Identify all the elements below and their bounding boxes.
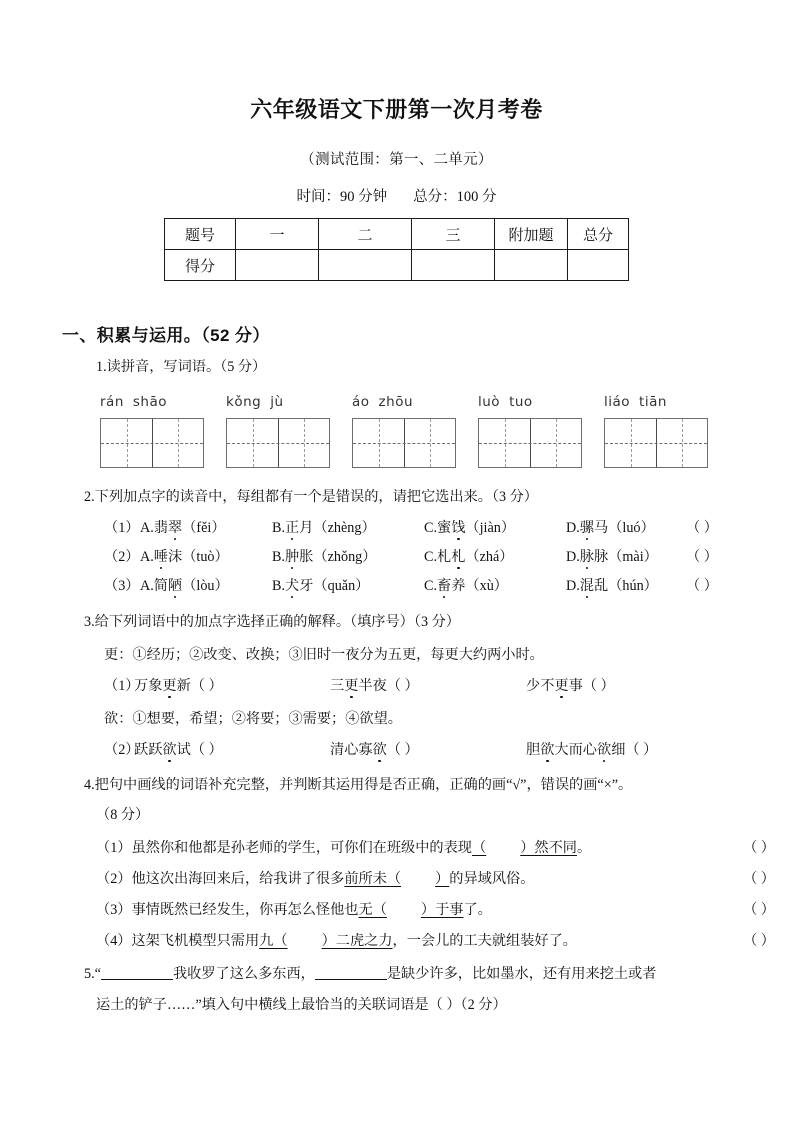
dotted-char: 脉 [580,546,594,566]
option-letter: C. [424,549,438,566]
option-d[interactable] [566,517,686,537]
pinyin-group-4 [478,394,604,410]
idiom-pre: 万象 [134,678,163,695]
tianzige-group-4[interactable] [478,418,604,468]
sentence-body [96,930,713,950]
option-pre: 蜜 [437,520,452,537]
idiom-pre: 胆 [526,742,541,759]
score-table-header-2: 二 [319,219,412,250]
dotted-char: 骡 [580,517,594,537]
dotted-char: 犬 [285,575,299,595]
pinyin-syllable: jù [270,394,284,411]
judgement-blank[interactable]: （ ） [743,840,775,857]
blank-paren-open: 无（ [358,902,387,919]
page-title: 六年级语文下册第一次月考卷 [250,97,543,122]
idiom-post: 半夜（ ） [358,678,419,695]
answer-blank[interactable]: （ ） [686,549,718,566]
row-lead: （1） [104,678,140,695]
dotted-char: 札 [451,546,465,566]
sentence-pre: 这架飞机模型只需用 [131,933,260,950]
pinyin-syllable: rán [100,394,124,411]
option-post: （jiàn） [465,520,516,537]
pinyin-syllable: kǒng [226,394,262,411]
dotted-char: 欲 [162,739,176,759]
score-table-header-label: 题号 [165,219,236,250]
tianzige-cell[interactable] [101,419,152,467]
dotted-char: 欲 [540,739,554,759]
item-lead: （2） [96,871,132,888]
question-1-answer-grids [0,410,793,468]
pinyin-syllable: tiān [639,394,667,411]
item-lead: （4） [96,933,132,950]
tianzige-cell[interactable] [530,419,581,467]
option-d[interactable] [566,575,686,595]
sentence-post: 。 [576,840,592,857]
option-row-lead: （1） [104,520,140,537]
underlined-phrase[interactable] [359,902,464,918]
pinyin-group-3 [352,394,478,410]
option-post: （zhá） [465,549,514,566]
blank-paren-open: 前所未（ [344,871,402,888]
option-pre: 简 [153,578,168,595]
tianzige-cell[interactable] [227,419,278,467]
blank-paren-close: ）然不同 [520,840,577,857]
question-3-stem: 3.给下列词语中的加点字选择正确的解释。（填序号）（3 分） [84,614,460,631]
option-post: 脉（mài） [594,549,658,566]
judgement-blank[interactable]: （ ） [743,871,775,888]
exam-time-label: 时间：90 分钟 [296,189,388,206]
dotted-char: 欲 [597,739,611,759]
option-letter: B. [272,578,286,595]
question-4-item-4 [0,919,793,950]
sentence-post: 的异域风俗。 [449,871,535,888]
pinyin-syllable: shāo [132,394,168,411]
underlined-phrase[interactable] [472,840,577,856]
option-post: 马（luó） [594,520,655,537]
question-5-part-1: 我收罗了这么多东西， [172,966,315,983]
question-2-stem: 2.下列加点字的读音中，每组都有一个是错误的，请把它选出来。（3 分） [84,489,538,506]
idiom-post: 试（ ） [176,742,223,759]
question-4-item-3 [0,888,793,919]
option-letter: C. [424,520,438,537]
option-post: 沫（tuò） [168,549,229,566]
option-row-lead: （3） [104,578,140,595]
dotted-char: 畜 [437,575,451,595]
idiom-post: 细（ ） [611,742,658,759]
pinyin-syllable: luò [478,394,501,411]
tianzige-box[interactable] [352,418,456,468]
sentence-post: ，一会儿的工夫就组装好了。 [392,933,577,950]
question-1-pinyin-row [0,378,793,410]
blank-paren-close: ） [435,871,450,888]
option-c[interactable] [424,517,566,537]
option-letter: D. [566,549,580,566]
question-3-row-2 [0,730,793,759]
sentence-pre: 虽然你和他都是孙老师的学生，可你们在班级中的表现 [131,840,472,857]
exam-total-label: 总分：100 分 [413,189,497,206]
option-post: 养（xù） [451,578,508,595]
idiom-post: （ ） [386,742,419,759]
question-4-item-1 [0,826,793,857]
blank-paren-open: （ [472,840,487,857]
idiom-item[interactable] [330,675,526,695]
sentence-body [96,868,713,888]
dotted-char: 混 [580,575,594,595]
dotted-char: 唾 [154,546,168,566]
score-table [164,218,629,281]
sentence-pre: 他这次出海回来后，给我讲了很多 [131,871,345,888]
tianzige-box[interactable] [604,418,708,468]
score-cell-extra[interactable] [495,250,568,281]
question-3-row-1 [0,666,793,695]
tianzige-group-3[interactable] [352,418,478,468]
question-4-stem: 4.把句中画线的词语补充完整，并判断其运用得是否正确，正确的画“√”，错误的画“×”。 [84,777,633,794]
dotted-char: 陋 [168,575,182,595]
question-5-line-1 [0,950,793,985]
blank-paren-open: 九（ [259,933,288,950]
option-letter: A. [140,578,154,595]
row-lead: （2） [104,742,140,759]
option-pre: 翡 [153,520,168,537]
option-letter: C. [424,578,438,595]
sentence-post: 了。 [463,902,492,919]
pinyin-syllable: tuo [509,394,533,411]
option-d[interactable] [566,546,686,566]
tianzige-box[interactable] [478,418,582,468]
score-cell-total[interactable] [568,250,629,281]
option-post: （lòu） [182,578,229,595]
option-letter: A. [140,549,154,566]
tianzige-cell[interactable] [479,419,530,467]
item-lead: （1） [96,840,132,857]
option-post: 月（zhèng） [299,520,376,537]
idiom-pre: 少不 [526,678,555,695]
dotted-char: 饯 [451,517,465,537]
idiom-pre: 清心寡 [330,742,373,759]
option-b[interactable] [272,546,424,566]
option-c[interactable] [424,575,566,595]
idiom-item[interactable] [134,739,330,759]
tianzige-group-2[interactable] [226,418,352,468]
option-c[interactable] [424,546,566,566]
question-3-gloss-2: 欲：①想要，希望；②将要；③需要；④欲望。 [104,711,402,728]
dotted-char: 更 [554,675,568,695]
score-table-row-label: 得分 [165,250,236,281]
option-row-lead: （2） [104,549,140,566]
idiom-item[interactable] [134,675,330,695]
option-post: 乱（hún） [594,578,658,595]
tianzige-box[interactable] [226,418,330,468]
tianzige-cell[interactable] [605,419,656,467]
pinyin-syllable: liáo [604,394,631,411]
score-table-header-extra: 附加题 [495,219,568,250]
table-row [165,219,629,250]
option-letter: D. [566,578,580,595]
tianzige-cell[interactable] [152,419,203,467]
idiom-item[interactable] [330,739,526,759]
dotted-char: 欲 [373,739,387,759]
option-letter: B. [272,549,286,566]
question-5-lead: 5.“ [84,966,101,983]
question-5-part-2: 是缺少许多，比如墨水，还有用来挖土或者 [386,966,657,983]
option-letter: B. [272,520,286,537]
pinyin-group-5 [604,394,730,410]
sentence-body [96,837,713,857]
tianzige-cell[interactable] [404,419,455,467]
test-scope-subtitle: （测试范围：第一、二单元） [300,152,493,169]
exam-meta [0,169,793,206]
relational-word-blank-1[interactable] [101,979,173,980]
tianzige-group-1[interactable] [100,418,226,468]
answer-blank[interactable]: （ ） [686,520,718,537]
option-post: 胀（zhǒng） [299,549,377,566]
question-4-stem-points: （8 分） [96,807,150,824]
tianzige-cell[interactable] [353,419,404,467]
question-1-stem: 1.读拼音，写词语。（5 分） [96,359,267,376]
dotted-char: 翠 [168,517,182,537]
score-cell-3[interactable] [412,250,495,281]
option-b[interactable] [272,575,424,595]
pinyin-syllable: zhōu [378,394,414,411]
idiom-pre: 跃跃 [134,742,163,759]
judgement-blank[interactable]: （ ） [743,933,775,950]
option-pre: 札 [437,549,452,566]
question-3-gloss-1: 更：①经历；②改变、改换；③旧时一夜分为五更，每更大约两小时。 [104,647,544,664]
table-row [165,250,629,281]
dotted-char: 正 [285,517,299,537]
idiom-pre: 三 [330,678,345,695]
score-table-header-total: 总分 [568,219,629,250]
tianzige-group-5[interactable] [604,418,730,468]
blank-paren-close: ）二虎之力 [321,933,393,950]
option-post: 牙（quǎn） [299,578,370,595]
question-2-row-1 [0,508,793,537]
option-letter: A. [140,520,154,537]
dotted-char: 肿 [285,546,299,566]
sentence-body [96,899,713,919]
idiom-post: 新（ ） [176,678,223,695]
blank-paren-close: ）于事 [420,902,464,919]
pinyin-group-1 [100,394,226,410]
underlined-phrase[interactable] [344,871,449,887]
option-post: （fěi） [182,520,226,537]
judgement-blank[interactable]: （ ） [743,902,775,919]
tianzige-cell[interactable] [656,419,707,467]
section-heading-1: 一、积累与运用。（52 分） [62,326,270,346]
option-letter: D. [566,520,580,537]
relational-word-blank-2[interactable] [315,979,387,980]
tianzige-cell[interactable] [278,419,329,467]
question-2-row-3 [0,566,793,595]
answer-blank[interactable]: （ ） [686,578,718,595]
pinyin-syllable: áo [352,394,370,411]
question-4-item-2 [0,857,793,888]
dotted-char: 更 [344,675,358,695]
score-table-header-1: 一 [236,219,319,250]
question-5-line-2: 运土的铲子……”填入句中横线上最恰当的关联词语是（ ）（2 分） [96,997,507,1014]
option-b[interactable] [272,517,424,537]
pinyin-group-2 [226,394,352,410]
idiom-mid: 大而心 [554,742,597,759]
option-a[interactable] [140,546,272,566]
dotted-char: 更 [162,675,176,695]
idiom-item[interactable] [526,675,722,695]
option-a[interactable] [140,517,272,537]
score-cell-1[interactable] [236,250,319,281]
item-lead: （3） [96,902,132,919]
sentence-pre: 事情既然已经发生，你再怎么怪他也 [131,902,359,919]
score-table-header-3: 三 [412,219,495,250]
idiom-post: 事（ ） [568,678,615,695]
tianzige-box[interactable] [100,418,204,468]
underlined-phrase[interactable] [259,933,392,949]
score-cell-2[interactable] [319,250,412,281]
idiom-item[interactable] [526,739,722,759]
score-table-wrapper [0,206,793,281]
question-2-row-2 [0,537,793,566]
option-a[interactable] [140,575,272,595]
